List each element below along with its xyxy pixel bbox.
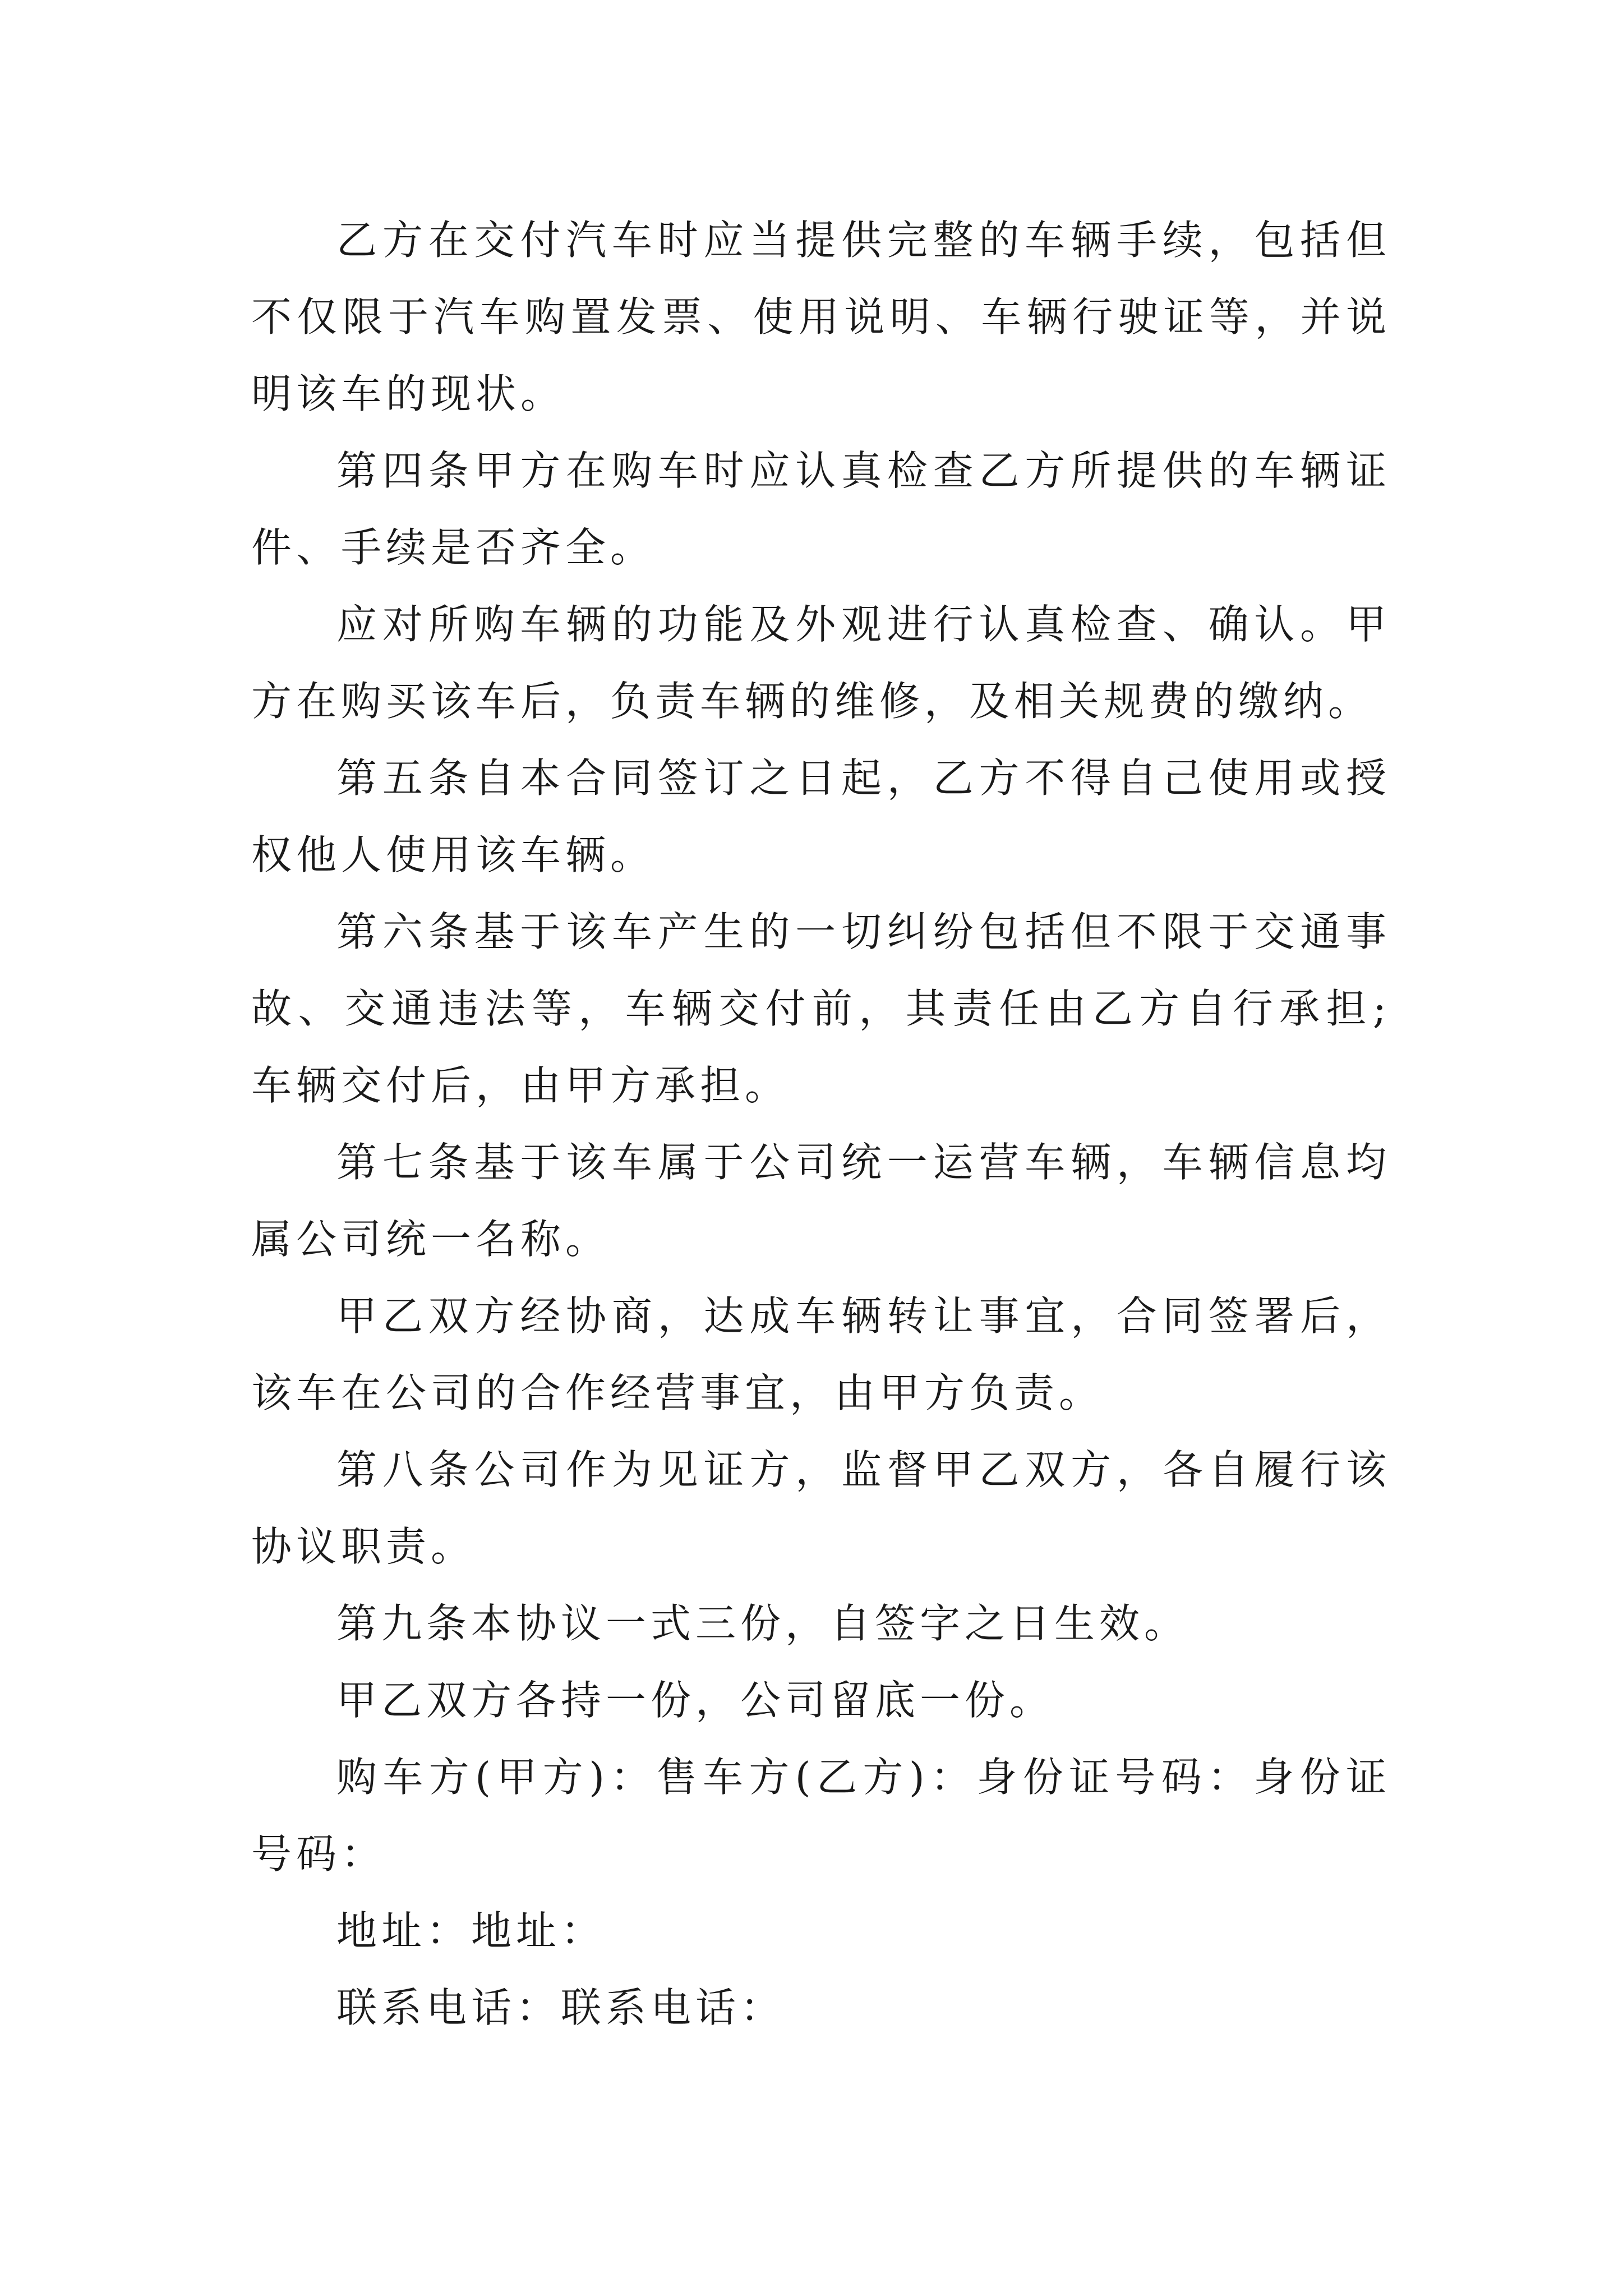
paragraph-inspection: 应对所购车辆的功能及外观进行认真检查、确认。甲方在购买该车后，负责车辆的维修，及相关规费的缴纳。 (251, 601, 1391, 725)
paragraph-article-6: 第六条基于该车产生的一切纠纷包括但不限于交通事故、交通违法等，车辆交付前，其责任由乙方自行承担;车辆交付后，由甲方承担。 (251, 908, 1391, 1109)
paragraph-article-4: 第四条甲方在购车时应认真检查乙方所提供的车辆证件、手续是否齐全。 (251, 447, 1391, 571)
paragraph-copies: 甲乙双方各持一份，公司留底一份。 (336, 1677, 1055, 1724)
paragraph-vehicle-documents: 乙方在交付汽车时应当提供完整的车辆手续，包括但不仅限于汽车购置发票、使用说明、车辆行驶证等，并说明该车的现状。 (251, 217, 1391, 417)
signature-parties-line: 购车方(甲方)：售车方(乙方)：身份证号码：身份证号码： (251, 1754, 1391, 1878)
paragraph-article-5: 第五条自本合同签订之日起，乙方不得自己使用或授权他人使用该车辆。 (251, 754, 1391, 878)
paragraph-article-8: 第八条公司作为见证方，监督甲乙双方，各自履行该协议职责。 (251, 1446, 1391, 1570)
paragraph-negotiation: 甲乙双方经协商，达成车辆转让事宜，合同签署后，该车在公司的合作经营事宜，由甲方负责。 (251, 1292, 1391, 1416)
address-line: 地址：地址： (336, 1907, 606, 1954)
paragraph-article-9: 第九条本协议一式三份，自签字之日生效。 (336, 1600, 1189, 1647)
document-body (251, 202, 1391, 2046)
paragraph-article-7: 第七条基于该车属于公司统一运营车辆，车辆信息均属公司统一名称。 (251, 1139, 1391, 1263)
phone-line: 联系电话：联系电话： (336, 1984, 786, 2031)
